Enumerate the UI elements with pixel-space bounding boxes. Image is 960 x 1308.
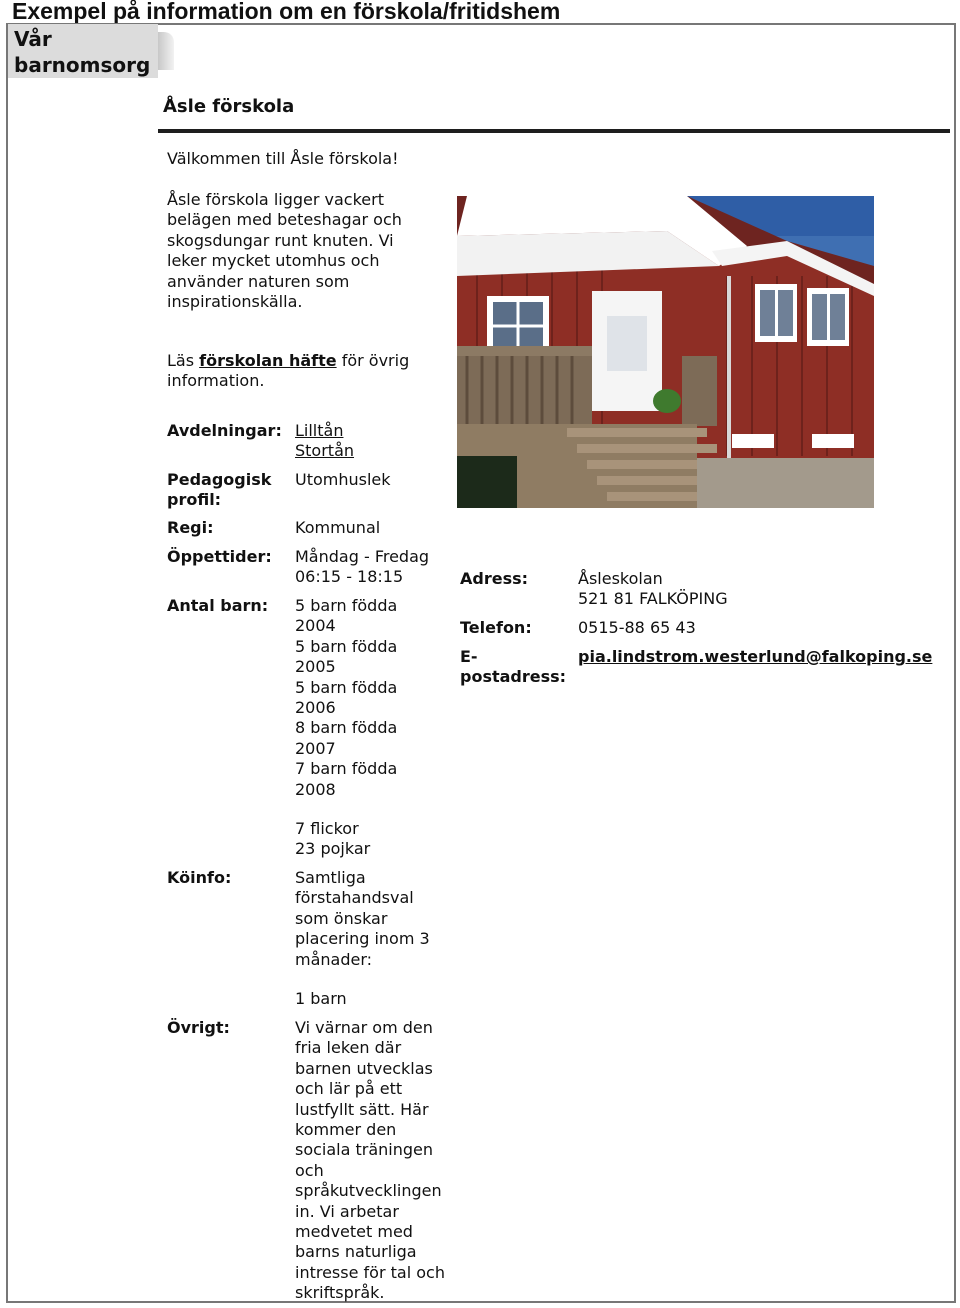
tab-edge bbox=[158, 32, 174, 70]
departments-label: Avdelningar: bbox=[167, 421, 282, 440]
children-entry: 8 barn födda 2007 bbox=[295, 718, 398, 758]
children-label: Antal barn: bbox=[167, 596, 269, 615]
other-value: Vi värnar om den fria leken där barnen utvecklas och lär på ett lustfyllt sätt. Här kommer den sociala träningen och språkutvecklingen in. Vi arbetar medvetet med barns naturliga intresse för tal och skriftspråk. bbox=[295, 1018, 445, 1303]
hours-label: Öppettider: bbox=[167, 547, 272, 566]
children-entry: 5 barn födda 2005 bbox=[295, 636, 398, 677]
department-link-stortan[interactable]: Stortån bbox=[295, 441, 355, 461]
children-entry: 5 barn födda 2004 bbox=[295, 596, 398, 636]
gender-breakdown bbox=[295, 819, 455, 860]
queue-value: Samtliga förstahandsval som önskar placering inom 3 månader: bbox=[295, 868, 430, 969]
welcome-text: Välkommen till Åsle förskola! bbox=[167, 149, 399, 168]
children-entry: 5 barn födda 2006 bbox=[295, 677, 398, 718]
profile-label: Pedagogisk profil: bbox=[167, 470, 272, 510]
school-building-photo bbox=[457, 196, 874, 508]
brochure-link[interactable]: förskolan häfte bbox=[199, 351, 337, 370]
description-text: Åsle förskola ligger vackert belägen med beteshagar och skogsdungar runt knuten. Vi leker mycket utomhus och använder naturen som inspirationskälla. bbox=[167, 190, 402, 312]
girls-count: 7 flickor bbox=[295, 819, 359, 838]
address-value bbox=[578, 569, 728, 610]
read-prefix: Läs bbox=[167, 351, 200, 370]
read-suffix: för övrig information. bbox=[167, 351, 410, 391]
children-list bbox=[295, 596, 415, 800]
departments-list bbox=[295, 421, 455, 462]
queue-count: 1 barn bbox=[295, 989, 347, 1008]
email-link[interactable]: pia.lindstrom.westerlund@falkoping.se bbox=[578, 647, 933, 666]
other-label: Övrigt: bbox=[167, 1018, 230, 1037]
address-line1: Åsleskolan bbox=[578, 569, 663, 588]
boys-count: 23 pojkar bbox=[295, 839, 371, 859]
regi-label: Regi: bbox=[167, 518, 214, 537]
regi-value: Kommunal bbox=[295, 518, 381, 537]
address-label: Adress: bbox=[460, 569, 529, 588]
children-entry: 7 barn födda 2008 bbox=[295, 759, 398, 799]
phone-value: 0515-88 65 43 bbox=[578, 618, 696, 637]
queue-label: Köinfo: bbox=[167, 868, 232, 887]
profile-value: Utomhuslek bbox=[295, 470, 391, 489]
phone-label: Telefon: bbox=[460, 618, 532, 637]
email-label: E-postadress: bbox=[460, 647, 567, 687]
document-title: Exempel på information om en förskola/fritidshem bbox=[12, 0, 561, 24]
school-name: Åsle förskola bbox=[163, 96, 295, 117]
department-link-lilltan[interactable]: Lilltån bbox=[295, 421, 344, 440]
read-more-text bbox=[167, 351, 437, 392]
address-line2: 521 81 FALKÖPING bbox=[578, 589, 728, 609]
tab-var-barnomsorg[interactable]: Vår barnomsorg bbox=[8, 24, 158, 78]
heading-divider bbox=[158, 129, 950, 133]
hours-value: Måndag - Fredag 06:15 - 18:15 bbox=[295, 547, 430, 587]
